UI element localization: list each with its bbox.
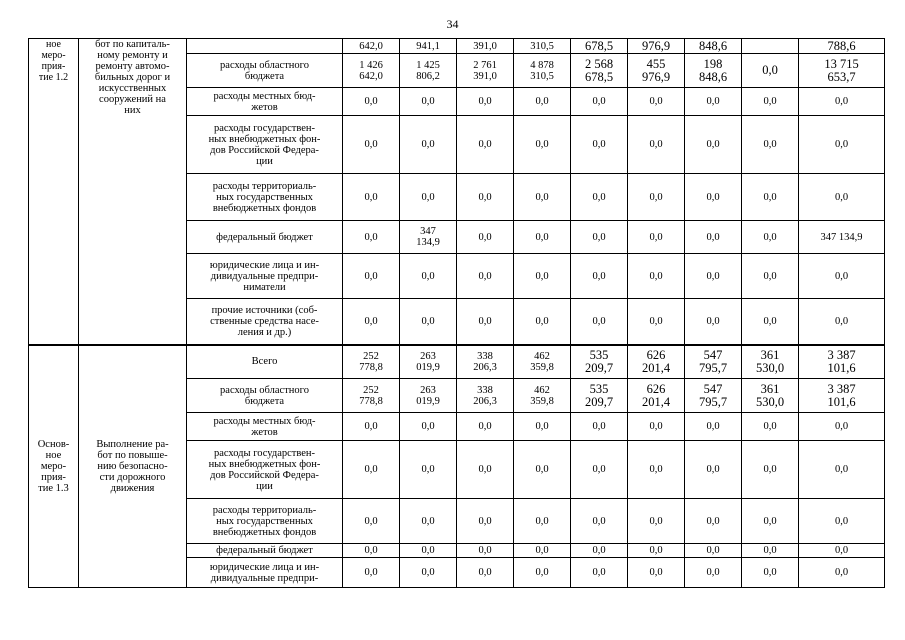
measure-description-cell: бот по капиталь- ному ремонту и ремонту автомо- бильных дорог и искусственных сооружений на них xyxy=(79,39,187,345)
value-cell: 0,0 xyxy=(514,254,571,299)
value-cell: 0,0 xyxy=(628,116,685,174)
value-cell: 0,0 xyxy=(343,254,400,299)
value-cell: 3 387 101,6 xyxy=(799,379,885,413)
value-cell: 1 425 806,2 xyxy=(400,54,457,88)
value-cell: 0,0 xyxy=(343,88,400,116)
source-cell: расходы государствен- ных внебюджетных фон- дов Российской Федера- ции xyxy=(187,116,343,174)
value-cell: 361 530,0 xyxy=(742,379,799,413)
value-cell: 0,0 xyxy=(742,54,799,88)
value-cell: 0,0 xyxy=(457,88,514,116)
value-cell: 0,0 xyxy=(343,413,400,441)
value-cell: 0,0 xyxy=(571,441,628,499)
value-cell: 0,0 xyxy=(799,254,885,299)
value-cell: 263 019,9 xyxy=(400,379,457,413)
value-cell: 0,0 xyxy=(400,299,457,345)
value-cell: 0,0 xyxy=(742,299,799,345)
value-cell: 547 795,7 xyxy=(685,345,742,379)
value-cell: 0,0 xyxy=(742,254,799,299)
value-cell: 0,0 xyxy=(799,499,885,544)
value-cell: 788,6 xyxy=(799,39,885,54)
value-cell: 0,0 xyxy=(742,88,799,116)
value-cell: 0,0 xyxy=(457,413,514,441)
value-cell: 0,0 xyxy=(343,174,400,221)
value-cell: 1 426 642,0 xyxy=(343,54,400,88)
value-cell: 0,0 xyxy=(685,88,742,116)
source-cell: расходы местных бюд- жетов xyxy=(187,413,343,441)
source-cell: юридические лица и ин- дивидуальные предпри- ниматели xyxy=(187,254,343,299)
value-cell: 0,0 xyxy=(571,499,628,544)
value-cell: 0,0 xyxy=(571,116,628,174)
value-cell: 0,0 xyxy=(685,299,742,345)
source-cell: расходы местных бюд- жетов xyxy=(187,88,343,116)
value-cell: 0,0 xyxy=(628,499,685,544)
source-cell: расходы территориаль- ных государственных внебюджетных фондов xyxy=(187,499,343,544)
value-cell xyxy=(742,39,799,54)
value-cell: 0,0 xyxy=(400,499,457,544)
value-cell: 0,0 xyxy=(685,413,742,441)
value-cell: 0,0 xyxy=(628,254,685,299)
value-cell: 0,0 xyxy=(628,88,685,116)
source-cell: прочие источники (соб- ственные средства насе- ления и др.) xyxy=(187,299,343,345)
value-cell: 0,0 xyxy=(799,299,885,345)
value-cell: 0,0 xyxy=(742,174,799,221)
value-cell: 3 387 101,6 xyxy=(799,345,885,379)
value-cell: 626 201,4 xyxy=(628,345,685,379)
source-cell: юридические лица и ин- дивидуальные предпри- xyxy=(187,558,343,588)
value-cell: 462 359,8 xyxy=(514,345,571,379)
value-cell: 0,0 xyxy=(400,116,457,174)
page-number: 34 xyxy=(446,17,459,31)
value-cell: 0,0 xyxy=(799,544,885,558)
value-cell: 0,0 xyxy=(514,88,571,116)
value-cell: 0,0 xyxy=(343,116,400,174)
source-cell: расходы государствен- ных внебюджетных фон- дов Российской Федера- ции xyxy=(187,441,343,499)
source-cell xyxy=(187,39,343,54)
value-cell: 0,0 xyxy=(457,254,514,299)
source-cell: расходы территориаль- ных государственных внебюджетных фондов xyxy=(187,174,343,221)
value-cell: 338 206,3 xyxy=(457,345,514,379)
value-cell: 0,0 xyxy=(571,413,628,441)
value-cell: 0,0 xyxy=(343,221,400,254)
value-cell: 0,0 xyxy=(685,544,742,558)
value-cell: 0,0 xyxy=(514,174,571,221)
value-cell: 0,0 xyxy=(457,544,514,558)
value-cell: 0,0 xyxy=(742,221,799,254)
value-cell: 848,6 xyxy=(685,39,742,54)
value-cell: 626 201,4 xyxy=(628,379,685,413)
value-cell: 391,0 xyxy=(457,39,514,54)
value-cell: 0,0 xyxy=(400,174,457,221)
value-cell: 0,0 xyxy=(457,441,514,499)
value-cell: 0,0 xyxy=(343,299,400,345)
value-cell: 0,0 xyxy=(457,221,514,254)
value-cell: 252 778,8 xyxy=(343,379,400,413)
value-cell: 0,0 xyxy=(685,116,742,174)
value-cell: 0,0 xyxy=(685,499,742,544)
source-cell: Всего xyxy=(187,345,343,379)
value-cell: 263 019,9 xyxy=(400,345,457,379)
value-cell: 0,0 xyxy=(400,413,457,441)
value-cell: 547 795,7 xyxy=(685,379,742,413)
value-cell: 0,0 xyxy=(628,558,685,588)
value-cell: 0,0 xyxy=(571,88,628,116)
value-cell: 0,0 xyxy=(685,558,742,588)
table-row xyxy=(29,345,885,379)
value-cell: 0,0 xyxy=(571,221,628,254)
source-cell: федеральный бюджет xyxy=(187,544,343,558)
value-cell: 0,0 xyxy=(571,174,628,221)
value-cell: 338 206,3 xyxy=(457,379,514,413)
value-cell: 361 530,0 xyxy=(742,345,799,379)
budget-table xyxy=(28,38,885,588)
value-cell: 0,0 xyxy=(742,558,799,588)
value-cell: 347 134,9 xyxy=(400,221,457,254)
value-cell: 0,0 xyxy=(400,88,457,116)
value-cell: 0,0 xyxy=(799,174,885,221)
value-cell: 0,0 xyxy=(628,544,685,558)
source-cell: федеральный бюджет xyxy=(187,221,343,254)
source-cell: расходы областного бюджета xyxy=(187,54,343,88)
value-cell: 0,0 xyxy=(400,441,457,499)
value-cell: 0,0 xyxy=(400,558,457,588)
value-cell: 0,0 xyxy=(571,254,628,299)
value-cell: 976,9 xyxy=(628,39,685,54)
value-cell: 642,0 xyxy=(343,39,400,54)
value-cell: 0,0 xyxy=(685,254,742,299)
value-cell: 0,0 xyxy=(685,441,742,499)
value-cell: 2 568 678,5 xyxy=(571,54,628,88)
value-cell: 535 209,7 xyxy=(571,345,628,379)
value-cell: 0,0 xyxy=(799,413,885,441)
value-cell: 941,1 xyxy=(400,39,457,54)
value-cell: 2 761 391,0 xyxy=(457,54,514,88)
value-cell: 0,0 xyxy=(799,88,885,116)
value-cell: 0,0 xyxy=(457,174,514,221)
value-cell: 0,0 xyxy=(742,116,799,174)
value-cell: 252 778,8 xyxy=(343,345,400,379)
value-cell: 0,0 xyxy=(400,254,457,299)
value-cell: 0,0 xyxy=(571,299,628,345)
value-cell: 535 209,7 xyxy=(571,379,628,413)
source-cell: расходы областного бюджета xyxy=(187,379,343,413)
value-cell: 678,5 xyxy=(571,39,628,54)
value-cell: 0,0 xyxy=(628,174,685,221)
value-cell: 0,0 xyxy=(799,116,885,174)
value-cell: 0,0 xyxy=(343,499,400,544)
value-cell: 0,0 xyxy=(457,299,514,345)
value-cell: 455 976,9 xyxy=(628,54,685,88)
value-cell: 0,0 xyxy=(514,558,571,588)
value-cell: 462 359,8 xyxy=(514,379,571,413)
measure-code-cell: Основ- ное меро- прия- тие 1.3 xyxy=(29,345,79,588)
measure-description-cell: Выполнение ра- бот по повыше- нию безопасно- сти дорожного движения xyxy=(79,345,187,588)
value-cell: 0,0 xyxy=(400,544,457,558)
value-cell: 0,0 xyxy=(514,544,571,558)
value-cell: 4 878 310,5 xyxy=(514,54,571,88)
value-cell: 0,0 xyxy=(685,174,742,221)
value-cell: 198 848,6 xyxy=(685,54,742,88)
value-cell: 347 134,9 xyxy=(799,221,885,254)
value-cell: 0,0 xyxy=(343,558,400,588)
value-cell: 0,0 xyxy=(343,544,400,558)
measure-code-cell: ное меро- прия- тие 1.2 xyxy=(29,39,79,345)
table-row xyxy=(29,39,885,54)
value-cell: 0,0 xyxy=(343,441,400,499)
value-cell: 0,0 xyxy=(742,441,799,499)
value-cell: 0,0 xyxy=(457,499,514,544)
value-cell: 0,0 xyxy=(571,558,628,588)
value-cell: 0,0 xyxy=(457,116,514,174)
value-cell: 0,0 xyxy=(628,441,685,499)
value-cell: 0,0 xyxy=(514,221,571,254)
value-cell: 0,0 xyxy=(628,299,685,345)
value-cell: 0,0 xyxy=(514,413,571,441)
value-cell: 0,0 xyxy=(799,441,885,499)
value-cell: 0,0 xyxy=(742,413,799,441)
value-cell: 13 715 653,7 xyxy=(799,54,885,88)
value-cell: 0,0 xyxy=(628,413,685,441)
value-cell: 0,0 xyxy=(742,544,799,558)
value-cell: 0,0 xyxy=(514,116,571,174)
value-cell: 310,5 xyxy=(514,39,571,54)
value-cell: 0,0 xyxy=(628,221,685,254)
value-cell: 0,0 xyxy=(514,441,571,499)
value-cell: 0,0 xyxy=(457,558,514,588)
value-cell: 0,0 xyxy=(799,558,885,588)
value-cell: 0,0 xyxy=(742,499,799,544)
value-cell: 0,0 xyxy=(571,544,628,558)
value-cell: 0,0 xyxy=(685,221,742,254)
value-cell: 0,0 xyxy=(514,499,571,544)
value-cell: 0,0 xyxy=(514,299,571,345)
